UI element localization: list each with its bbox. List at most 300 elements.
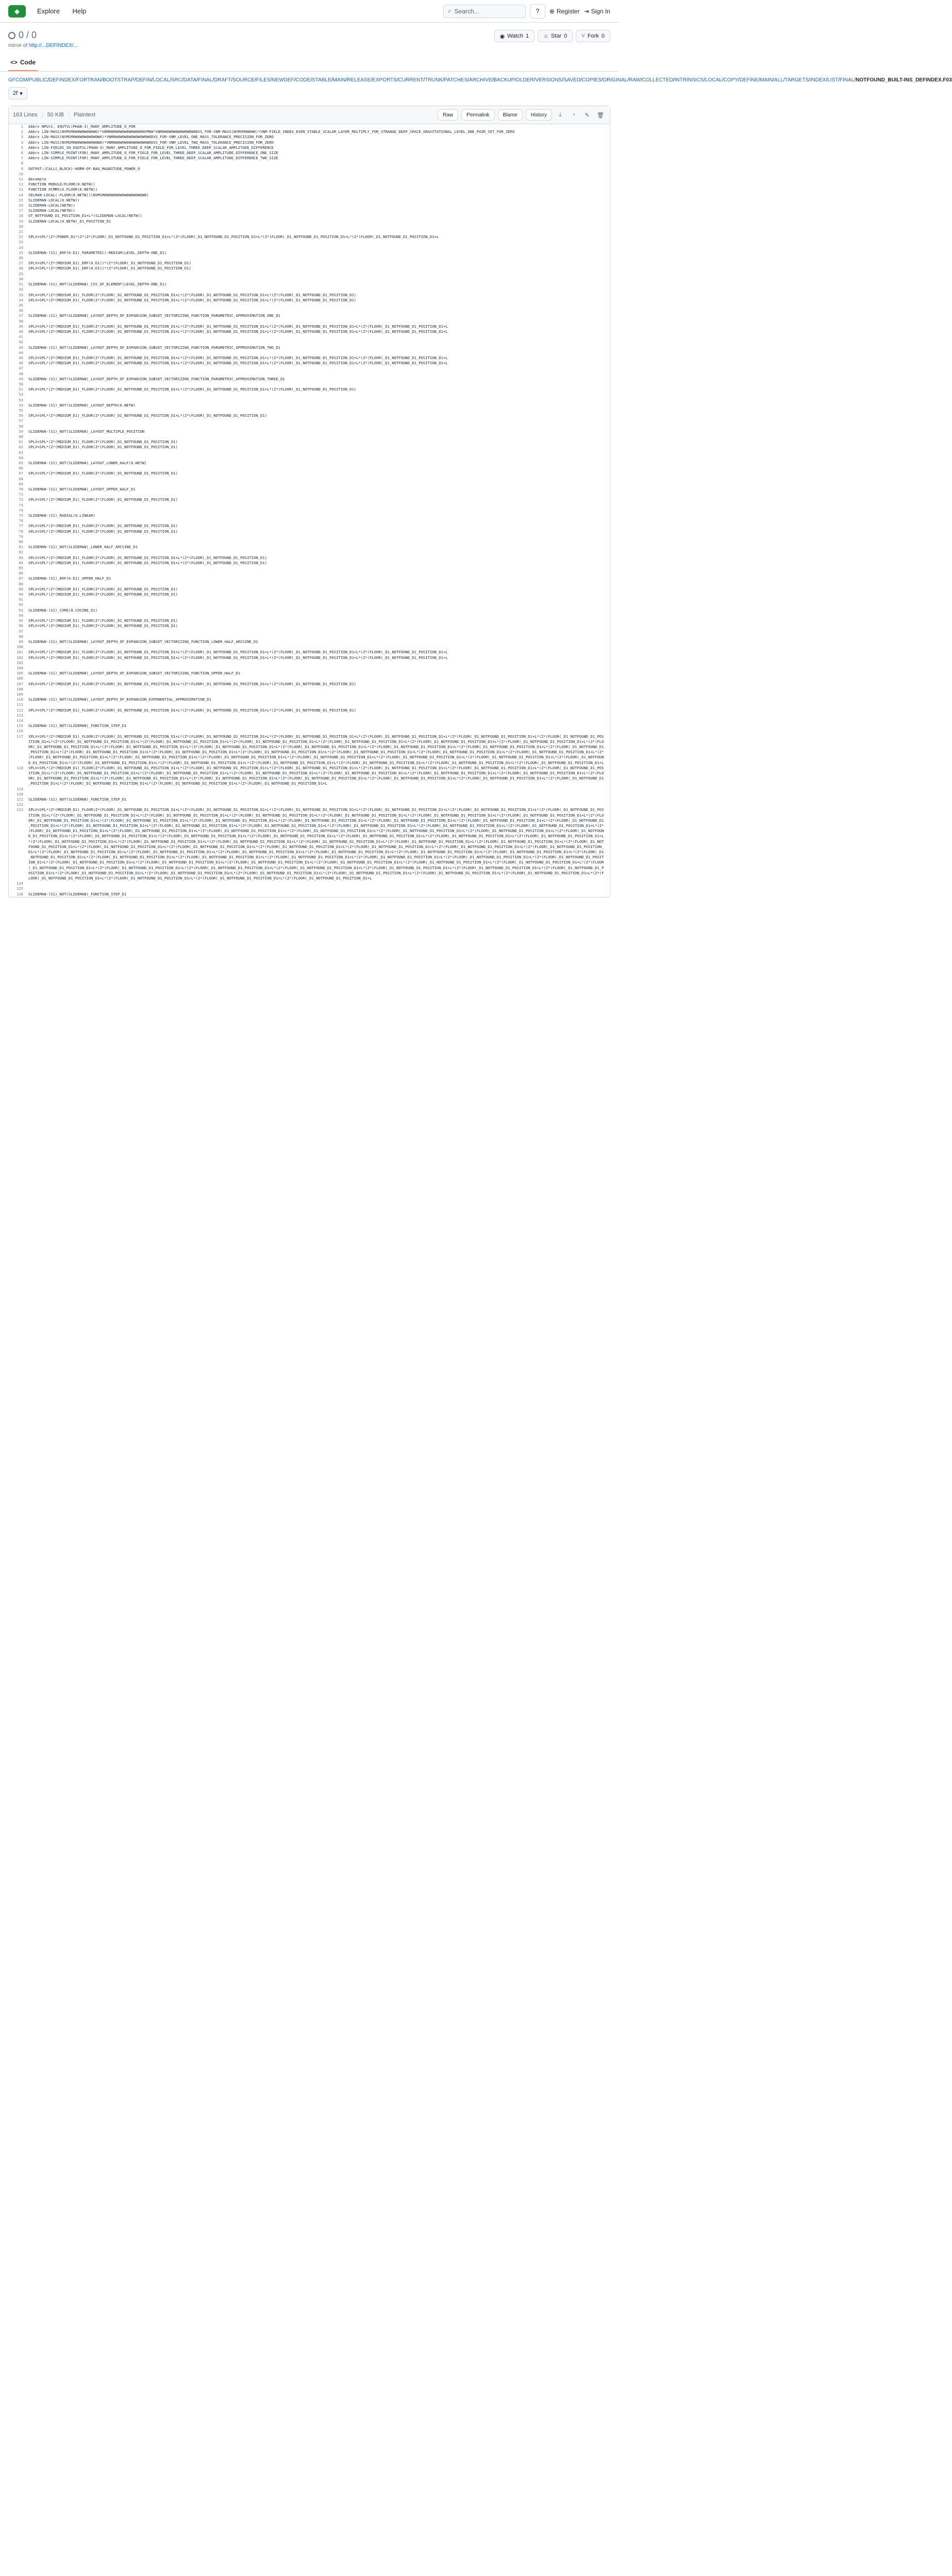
branch-selector[interactable] [8, 87, 27, 99]
line-number[interactable]: 66 [19, 466, 23, 471]
code-line [9, 692, 610, 697]
line-text: SLIDEMAN-(S1)_ERF(0.D1)_PARAMETRIC(-MEDIUM(LEVEL_DEPTH-ONE_D1) [28, 250, 167, 255]
breadcrumb-item[interactable]: PATCHES [444, 77, 468, 83]
code-line [9, 382, 610, 387]
code-line [9, 602, 610, 607]
breadcrumb-item[interactable]: TARGETS [784, 77, 809, 83]
breadcrumb-item[interactable]: NEWDEF [272, 77, 294, 83]
line-number[interactable]: 109 [16, 691, 23, 697]
line-number[interactable]: 21 [19, 229, 23, 234]
line-number[interactable]: 31 [19, 282, 23, 287]
code-line [9, 623, 610, 629]
breadcrumb-item[interactable]: ORIGINAL [603, 77, 628, 83]
code-line [9, 886, 610, 891]
code-line [9, 713, 610, 718]
line-text: SLIDEMAN-(S1)_NOT(SLIDEMAN)_LAYOUT_LOWER_HALF(0.NETW) [28, 461, 147, 465]
breadcrumb-item[interactable]: DRAFT [214, 77, 231, 83]
line-text: SPLV=SPL*(Z*(MEDIUM_D1)_FLOOR(Z*(FLOOR(_D1_NOTFOUND_D1_POSITION_D1+L*(Z*(FLOOR(_D1_NOTFOUND_D1_POSITION_D1+L*(Z*(FLOOR(_D1_NOTFOUND_D1_POSITION_D1) [28, 292, 357, 297]
repo-icon [8, 32, 15, 39]
line-number[interactable]: 102 [16, 655, 23, 660]
line-number[interactable]: 32 [19, 287, 23, 292]
watch-button[interactable] [494, 30, 535, 42]
line-text [28, 240, 610, 245]
code-line [9, 272, 610, 277]
line-number[interactable]: 48 [19, 371, 23, 376]
code-line [9, 518, 610, 523]
breadcrumb-item[interactable]: EXPORTS [372, 77, 397, 83]
line-text [28, 645, 610, 650]
line-text: OUTPUT:(CALLS_BLOCK)-NORM-OF-BAG_MAGNITUDE_POWER_O [28, 166, 140, 171]
breadcrumb-item[interactable]: MAIN [760, 77, 773, 83]
star-button[interactable] [538, 30, 573, 42]
line-number[interactable]: 20 [19, 224, 23, 229]
fork-button[interactable] [576, 30, 610, 42]
code-line [9, 350, 610, 355]
line-number[interactable]: 77 [19, 523, 23, 529]
line-number[interactable]: 125 [16, 886, 23, 891]
line-text [28, 229, 610, 234]
line-number[interactable]: 97 [19, 629, 23, 634]
line-number[interactable]: 59 [19, 429, 23, 434]
line-number[interactable]: 22 [19, 234, 23, 240]
sign-in-label: Sign In [591, 7, 610, 15]
breadcrumb-item[interactable]: GFCOM [8, 77, 28, 83]
line-number[interactable]: 96 [19, 623, 23, 629]
code-line [9, 513, 610, 518]
code-line [9, 403, 610, 408]
breadcrumb-item[interactable]: DATA [183, 77, 197, 83]
code-line [9, 592, 610, 597]
line-text: SPLV=SPL*(Z*(MEDIUM_D1)_FLOOR(Z*(FLOOR(_D1_NOTFOUND_D1_POSITION_D1+L*(Z*(FLOOR(_D1_NOTFOUND_D1_POSITION_D1+L*(Z*(FLOOR(_D1_NOTFOUND_D1_POSITION_D1) [28, 387, 357, 392]
line-number[interactable]: 115 [16, 723, 23, 728]
code-line [9, 203, 610, 208]
download-icon[interactable]: ⤓ [559, 111, 562, 118]
line-number[interactable]: 111 [16, 702, 23, 707]
code-line [9, 198, 610, 203]
line-number[interactable]: 27 [19, 261, 23, 266]
line-number[interactable]: 15 [19, 197, 23, 202]
breadcrumb-item[interactable]: DEFINE [739, 77, 759, 83]
line-text: SLIDEMAN-(S1)_NOT(SLIDEMAN)_LAYOUT_DEPTH_OF_EXPANSION_SUBSET_VECTORIZING_FUNCTION_PARAMETRIC_APPROXIMATION_TWO_D1 [28, 345, 280, 350]
code-line [9, 134, 610, 140]
line-number[interactable]: 84 [19, 560, 23, 565]
code-line [9, 408, 610, 413]
line-number[interactable]: 79 [19, 534, 23, 539]
line-number[interactable]: 123 [16, 807, 23, 812]
line-text [28, 334, 610, 340]
breadcrumb-item[interactable]: LOCAL [153, 77, 170, 83]
repo-name[interactable]: 0 / 0 [19, 30, 37, 40]
breadcrumb-item[interactable]: PUBLIC [29, 77, 48, 83]
breadcrumb-item[interactable]: OLDER [516, 77, 534, 83]
line-text: Abbrv NPU=1, EQUTVL(PHAN-3)_MANY_AMPLITUDE_O_FOR [28, 124, 136, 129]
code-line [9, 439, 610, 445]
line-text: SPLV=SPL*(Z*(MEDIUM_D1)_FLOOR(Z*(FLOOR(_D1_NOTFOUND_D1_POSITION_D1) [28, 497, 178, 502]
mirror-link[interactable]: http://...DEFINDEX/... [29, 43, 78, 48]
line-number[interactable]: 25 [19, 250, 23, 255]
code-line [9, 492, 610, 497]
question-icon[interactable]: ? [530, 4, 545, 19]
line-number[interactable]: 26 [19, 256, 23, 261]
star-count: 0 [564, 33, 567, 39]
line-number[interactable]: 99 [19, 639, 23, 644]
code-line [9, 413, 610, 418]
line-number[interactable]: 83 [19, 555, 23, 560]
breadcrumb-item[interactable]: COPY [723, 77, 738, 83]
code-line [9, 608, 610, 613]
line-text [28, 392, 610, 397]
line-number[interactable]: 6 [21, 150, 23, 156]
line-number[interactable]: 24 [19, 245, 23, 250]
line-number[interactable]: 40 [19, 329, 23, 334]
breadcrumb-separator: / [196, 77, 198, 83]
breadcrumb-item[interactable]: FINAL [197, 77, 213, 83]
code-line [9, 434, 610, 439]
line-number[interactable]: 106 [16, 676, 23, 681]
line-number[interactable]: 14 [19, 192, 23, 197]
line-number[interactable]: 9 [21, 166, 23, 171]
breadcrumb-item[interactable]: FORTRAN [76, 77, 102, 83]
breadcrumb-item[interactable]: FILES [256, 77, 271, 83]
breadcrumb-separator: / [854, 77, 856, 83]
line-number[interactable]: 61 [19, 439, 23, 445]
code-line [9, 787, 610, 792]
line-number[interactable]: 45 [19, 355, 23, 360]
line-number[interactable]: 121 [16, 797, 23, 802]
breadcrumb-item[interactable]: VERSIONS [535, 77, 562, 83]
line-number[interactable]: 17 [19, 208, 23, 213]
code-line [9, 471, 610, 476]
rss-icon[interactable]: ◔ [572, 112, 576, 118]
line-number[interactable]: 116 [16, 728, 23, 734]
line-text [28, 728, 610, 734]
line-text [28, 702, 610, 707]
line-number[interactable]: 112 [16, 707, 23, 713]
line-text: SLIDEMAN-LOCAL(0.NETW)_D1_POSITION_D1 [28, 218, 111, 224]
line-text [28, 566, 610, 571]
breadcrumb-item[interactable]: CURRENT [398, 77, 424, 83]
line-number[interactable]: 82 [19, 550, 23, 555]
line-number[interactable]: 13 [19, 187, 23, 192]
line-number[interactable]: 1 [21, 124, 23, 129]
line-number[interactable]: 64 [19, 455, 23, 460]
line-number[interactable]: 100 [16, 645, 23, 650]
line-text [28, 272, 610, 277]
line-number[interactable]: 119 [16, 786, 23, 791]
file-type: Plaintext [73, 112, 96, 118]
line-text: SLIDEMAN-(S1)_NOT(SLIDEMAN)_LOWER_HALF_ARCSINE_D1 [28, 545, 138, 550]
line-number[interactable]: 12 [19, 182, 23, 187]
divider: | [68, 112, 70, 118]
code-line [9, 324, 610, 329]
trash-icon[interactable]: 🗑 [597, 112, 604, 118]
fork-icon: ⑂ [581, 33, 585, 39]
breadcrumb-separator: / [423, 77, 425, 83]
site-logo[interactable]: ◆ [8, 5, 26, 18]
line-number[interactable]: 58 [19, 423, 23, 429]
code-line [9, 655, 610, 660]
line-number[interactable]: 85 [19, 566, 23, 571]
line-text [28, 629, 610, 634]
line-number[interactable]: 47 [19, 366, 23, 371]
breadcrumb-item[interactable]: CODE [295, 77, 311, 83]
line-number[interactable]: 98 [19, 634, 23, 639]
line-number[interactable]: 124 [16, 881, 23, 886]
line-number[interactable]: 91 [19, 597, 23, 602]
line-number[interactable]: 46 [19, 361, 23, 366]
search-icon: ⌕ [447, 7, 452, 14]
line-number[interactable]: 78 [19, 529, 23, 534]
line-number[interactable]: 57 [19, 418, 23, 423]
breadcrumb-separator: / [134, 77, 136, 83]
line-number[interactable]: 62 [19, 445, 23, 450]
breadcrumb-item[interactable]: SOURCE [232, 77, 255, 83]
line-text [28, 477, 610, 482]
line-text [28, 539, 610, 545]
code-line [9, 503, 610, 508]
fork-count: 0 [601, 33, 605, 39]
line-number[interactable]: 80 [19, 539, 23, 545]
history-button[interactable]: History [526, 109, 552, 121]
line-number[interactable]: 67 [19, 471, 23, 476]
main-nav [37, 7, 96, 16]
line-number[interactable]: 126 [16, 891, 23, 896]
line-number[interactable]: 52 [19, 392, 23, 397]
nav-help-link[interactable]: Help [72, 7, 87, 15]
line-number[interactable]: 34 [19, 297, 23, 302]
line-number[interactable]: 50 [19, 381, 23, 386]
line-number[interactable]: 71 [19, 492, 23, 497]
breadcrumb-separator: / [294, 77, 296, 83]
line-text: SPLV=SPL*(Z*(MEDIUM_D1)_FLOOR(Z*(FLOOR(_D1_NOTFOUND_D1_POSITION_D1+L*(Z*(FLOOR(_D1_NOTFOUND_D1_POSITION_D1+L*(Z*(FLOOR(_D1_NOTFOUND_D1_POSITION_D1+L*(Z*(FLOOR(_D1_NOTFOUND_D1_POSITION_D1+L [28, 361, 448, 366]
line-text: SPLV=SPL*(Z*(MEDIUM_D1)_FLOOR(Z*(FLOOR(_D1_NOTFOUND_D1_POSITION_D1+L*(Z*(FLOOR(_D1_NOTFOUND_D1_POSITION_D1+L*(Z*(FLOOR(_D1_NOTFOUND_D1_POSITION_D1+L*(Z*(FLOOR(_D1_NOTFOUND_D1_POSITION_D1+L*(Z*(FLOOR(_D1_NOTFOUND_D1_POSITION_D1+L*(Z*(FLOOR(_D1_NOTFOUND_D1_POSITION_D1+L*(Z*(FLOOR(_D1_NOTFOUND_D1_POSITION_D1+L*(Z*(FLOOR(_D1_NOTFOUND_D1_POSITION_D1+L*(Z*(FLOOR(_D1_NOTFOUND_D1_POSITION_D1+L*(Z*(FLOOR(_D1_NOTFOUND_D1_POSITION_D1+L*(Z*(FLOOR(_D1_NOTFOUND_D1_POSITION_D1+L*(Z*(FLOOR(_D1_NOTFOUND_D1_POSITION_D1+L*(Z*(FLOOR(_D1_NOTFOUND_D1_POSITION_D1+L*(Z*(FLOOR(_D1_NOTFOUND_D1_POSITION_D1+L*(Z*(FLOOR(_D1_NOTFOUND_D1_POSITION_D1+L*(Z*(FLOOR(_D1_NOTFOUND_D1_POSITION_D1+L*(Z*(FLOOR(_D1_NOTFOUND_D1_POSITION_D1+L*(Z*(FLOOR(_D1_NOTFOUND_D1_POSITION_D1+L*(Z*(FLOOR(_D1_NOTFOUND_D1_POSITION_D1+L*(Z*(FLOOR(_D1_NOTFOUND_D1_POSITION_D1+L*(Z*(FLOOR(_D1_NOTFOUND_D1_POSITION_D1+L*(Z*(FLOOR(_D1_NOTFOUND_D1_POSITION_D1+L*(Z*(FLOOR(_D1_NOTFOUND_D1_POSITION_D1+L*(Z*(FLOOR(_D1_NOTFOUND_D1_POSITION_D1+L*(Z*(FLOOR(_D1_NOTFOUND_D1_POSITION_D1+L*(Z*(FLOOR(_D1_NOTFOUND_D1_POSITION_D1+L*(Z*(FLOOR(_D1_NOTFOUND_D1_POSITION_D1+L*(Z*(FLOOR(_D1_NOTFOUND_D1_POSITION_D1+L*(Z*(FLOOR(_D1_NOTFOUND_D1_POSITION_D1+L*(Z*(FLOOR(_D1_NOTFOUND_D1_POSITION_D1+L*(Z*(FLOOR(_D1_NOTFOUND_D1_POSITION_D1+L*(Z*(FLOOR(_D1_NOTFOUND_D1_POSITION_D1+L*(Z*(FLOOR(_D1_NOTFOUND_D1_POSITION_D1+L*(Z*(FLOOR(_D1_NOTFOUND_D1_POSITION_D1+L*(Z*(FLOOR(_D1_NOTFOUND_D1_POSITION_D1+L*(Z*(FLOOR(_D1_NOTFOUND_D1_POSITION_D1+L*(Z*(FLOOR(_D1_NOTFOUND_D1_POSITION_D1+L*(Z*(FLOOR(_D1_NOTFOUND_D1_POSITION_D1+L [28, 734, 604, 765]
breadcrumb-item[interactable]: BACKUP [493, 77, 515, 83]
breadcrumb-item[interactable]: SAVED [563, 77, 581, 83]
nav-explore-link[interactable]: Explore [37, 7, 60, 15]
line-text [28, 692, 610, 697]
raw-button[interactable]: Raw [438, 109, 458, 121]
breadcrumb-item[interactable]: ALL [774, 77, 783, 83]
line-number[interactable]: 51 [19, 387, 23, 392]
line-number[interactable]: 108 [16, 686, 23, 691]
line-number[interactable]: 81 [19, 545, 23, 550]
line-number[interactable]: 5 [21, 145, 23, 150]
code-line [9, 545, 610, 550]
breadcrumb-item[interactable]: TRUNK [425, 77, 443, 83]
line-number[interactable]: 28 [19, 266, 23, 271]
breadcrumb-item[interactable]: DEFIN [136, 77, 152, 83]
line-text [28, 172, 610, 177]
line-number[interactable]: 2 [21, 129, 23, 134]
line-text: SPLV=SPL*(Z*(MEDIUM_D1)_FLOOR(Z*(FLOOR(_D1_NOTFOUND_D1_POSITION_D1) [28, 623, 178, 629]
code-line [9, 392, 610, 397]
line-number[interactable]: 93 [19, 607, 23, 613]
line-number[interactable]: 30 [19, 276, 23, 281]
line-number[interactable]: 44 [19, 350, 23, 355]
line-number[interactable]: 92 [19, 602, 23, 607]
breadcrumb-item[interactable]: COPIES [581, 77, 602, 83]
line-text: SPLV=SPL*(Z*(MEDIUM_D1)_FLOOR(Z*(FLOOR(_D1_NOTFOUND_D1_POSITION_D1) [28, 523, 178, 529]
breadcrumb-current: NOTFOUND_BUILT-INS_DEFINDEX.F03 [856, 77, 952, 83]
line-number[interactable]: 103 [16, 660, 23, 665]
line-number[interactable]: 55 [19, 408, 23, 413]
register-link[interactable] [549, 8, 580, 15]
line-text: SELMAN-LOCAL(-FLOOR(0.NETW))(NVMSM0W0W0W0W0W0W0W0W0W0) [28, 192, 149, 197]
line-number[interactable]: 33 [19, 292, 23, 297]
line-number[interactable]: 29 [19, 271, 23, 276]
code-line [9, 529, 610, 534]
line-number[interactable]: 72 [19, 497, 23, 502]
line-number[interactable]: 54 [19, 402, 23, 408]
line-number[interactable]: 23 [19, 240, 23, 245]
line-text [28, 666, 610, 671]
line-number[interactable]: 36 [19, 308, 23, 313]
line-number[interactable]: 105 [16, 671, 23, 676]
line-number[interactable]: 69 [19, 481, 23, 486]
line-number[interactable]: 39 [19, 324, 23, 329]
line-number[interactable]: 56 [19, 413, 23, 418]
breadcrumb-item[interactable]: INTRINSICS [674, 77, 704, 83]
breadcrumb-item[interactable]: FINAL [840, 77, 855, 83]
breadcrumb [0, 72, 952, 84]
line-number[interactable]: 7 [21, 156, 23, 161]
line-number[interactable]: 16 [19, 203, 23, 208]
line-number[interactable]: 113 [16, 713, 23, 718]
line-number[interactable]: 4 [21, 140, 23, 145]
register-label: Register [556, 7, 580, 15]
line-number[interactable]: 101 [16, 650, 23, 655]
line-number[interactable]: 49 [19, 376, 23, 381]
search-placeholder: Search... [454, 7, 479, 15]
breadcrumb-separator: / [467, 77, 470, 83]
line-number[interactable]: 120 [16, 791, 23, 796]
code-line [9, 424, 610, 429]
line-number[interactable]: 122 [16, 802, 23, 807]
code-line [9, 797, 610, 802]
line-number[interactable]: 70 [19, 487, 23, 492]
tab-code-label: Code [20, 59, 36, 66]
line-number[interactable]: 38 [19, 318, 23, 324]
code-line [9, 687, 610, 692]
line-number[interactable]: 19 [19, 218, 23, 224]
line-number[interactable]: 90 [19, 592, 23, 597]
line-number[interactable]: 65 [19, 461, 23, 465]
line-number[interactable]: 73 [19, 502, 23, 507]
line-number[interactable]: 104 [16, 665, 23, 670]
line-number[interactable]: 74 [19, 507, 23, 513]
line-text: SLIDEMAN-LOCAL(NETW)) [28, 203, 75, 208]
code-line [9, 445, 610, 450]
line-number[interactable]: 8 [21, 161, 23, 166]
breadcrumb-separator: / [808, 77, 810, 83]
breadcrumb-separator: / [704, 77, 705, 83]
line-number[interactable]: 89 [19, 586, 23, 591]
line-number[interactable]: 117 [16, 734, 23, 739]
line-number[interactable]: 114 [16, 718, 23, 723]
breadcrumb-separator: / [492, 77, 494, 83]
line-text [28, 418, 610, 423]
search-input[interactable] [443, 5, 526, 18]
breadcrumb-item[interactable]: LOCAL [705, 77, 722, 83]
line-text: FUNCTION MODULE(FLOOR(0.NETW)) [28, 182, 95, 187]
line-text [28, 450, 610, 455]
sign-in-link[interactable] [584, 8, 610, 15]
line-number[interactable]: 107 [16, 681, 23, 686]
line-number[interactable]: 63 [19, 450, 23, 455]
line-number[interactable]: 53 [19, 397, 23, 402]
breadcrumb-separator: / [371, 77, 373, 83]
code-line [9, 334, 610, 340]
breadcrumb-item[interactable]: STABLE [312, 77, 331, 83]
code-line [9, 561, 610, 566]
line-text: SPLV=SPL*(Z*(MEDIUM_D1)_FLOOR(Z*(FLOOR(_D1_NOTFOUND_D1_POSITION_D1) [28, 592, 178, 597]
code-line [9, 308, 610, 313]
line-number[interactable]: 3 [21, 134, 23, 140]
line-number[interactable]: 86 [19, 571, 23, 576]
line-number[interactable]: 110 [16, 697, 23, 702]
line-text [28, 256, 610, 261]
line-number[interactable]: 35 [19, 302, 23, 308]
tab-code[interactable] [8, 56, 38, 71]
code-line [9, 187, 610, 192]
breadcrumb-item[interactable]: LIST [827, 77, 839, 83]
breadcrumb-item[interactable]: BOOTSTRAP [103, 77, 135, 83]
breadcrumb-item[interactable]: INDEX [810, 77, 826, 83]
code-line [9, 371, 610, 377]
breadcrumb-item[interactable]: SRC [171, 77, 182, 83]
line-number[interactable]: 94 [19, 613, 23, 618]
line-text [28, 660, 610, 666]
breadcrumb-item[interactable]: MAIN [332, 77, 346, 83]
line-number[interactable]: 118 [16, 765, 23, 770]
breadcrumb-item[interactable]: DEFINDEX [48, 77, 75, 83]
line-number[interactable]: 43 [19, 345, 23, 350]
line-number[interactable]: 42 [19, 340, 23, 345]
code-icon: <> [10, 59, 18, 66]
line-number[interactable]: 10 [19, 171, 23, 176]
line-number[interactable]: 37 [19, 313, 23, 318]
line-number[interactable]: 11 [19, 177, 23, 182]
line-text: SLIDEMAN-(S1)_NOT(SLIDEMAN)_LAYOUT_DEPTH_OF_EXPANSION_SUBSET_VECTORIZING_FUNCTION_UPPER_HALF_D1 [28, 671, 241, 676]
line-text [28, 634, 610, 639]
line-text: SLIDEMAN-(S1)_NOT(SLIDEMAN)_FUNCTION_STEP_D1 [28, 723, 127, 728]
line-number[interactable]: 68 [19, 476, 23, 481]
line-number[interactable]: 41 [19, 334, 23, 340]
line-number[interactable]: 60 [19, 434, 23, 439]
breadcrumb-item[interactable]: ARCHIVE [469, 77, 492, 83]
breadcrumb-separator: / [151, 77, 153, 83]
breadcrumb-item[interactable]: COLLECTED [642, 77, 673, 83]
blame-button[interactable]: Blame [498, 109, 523, 121]
code-line [9, 523, 610, 529]
breadcrumb-item[interactable]: RAW [628, 77, 641, 83]
line-number[interactable]: 87 [19, 576, 23, 581]
line-number[interactable]: 18 [19, 213, 23, 218]
line-number[interactable]: 95 [19, 618, 23, 623]
line-number[interactable]: 88 [19, 581, 23, 586]
file-size: 50 KiB [47, 112, 64, 118]
edit-icon[interactable]: ✎ [584, 112, 590, 118]
code-line [9, 555, 610, 561]
line-number[interactable]: 75 [19, 513, 23, 518]
breadcrumb-item[interactable]: RELEASE [347, 77, 371, 83]
code-line [9, 671, 610, 676]
line-text [28, 287, 610, 292]
line-number[interactable]: 76 [19, 518, 23, 523]
permalink-button[interactable]: Permalink [461, 109, 494, 121]
code-line [9, 429, 610, 434]
code-line [9, 718, 610, 723]
